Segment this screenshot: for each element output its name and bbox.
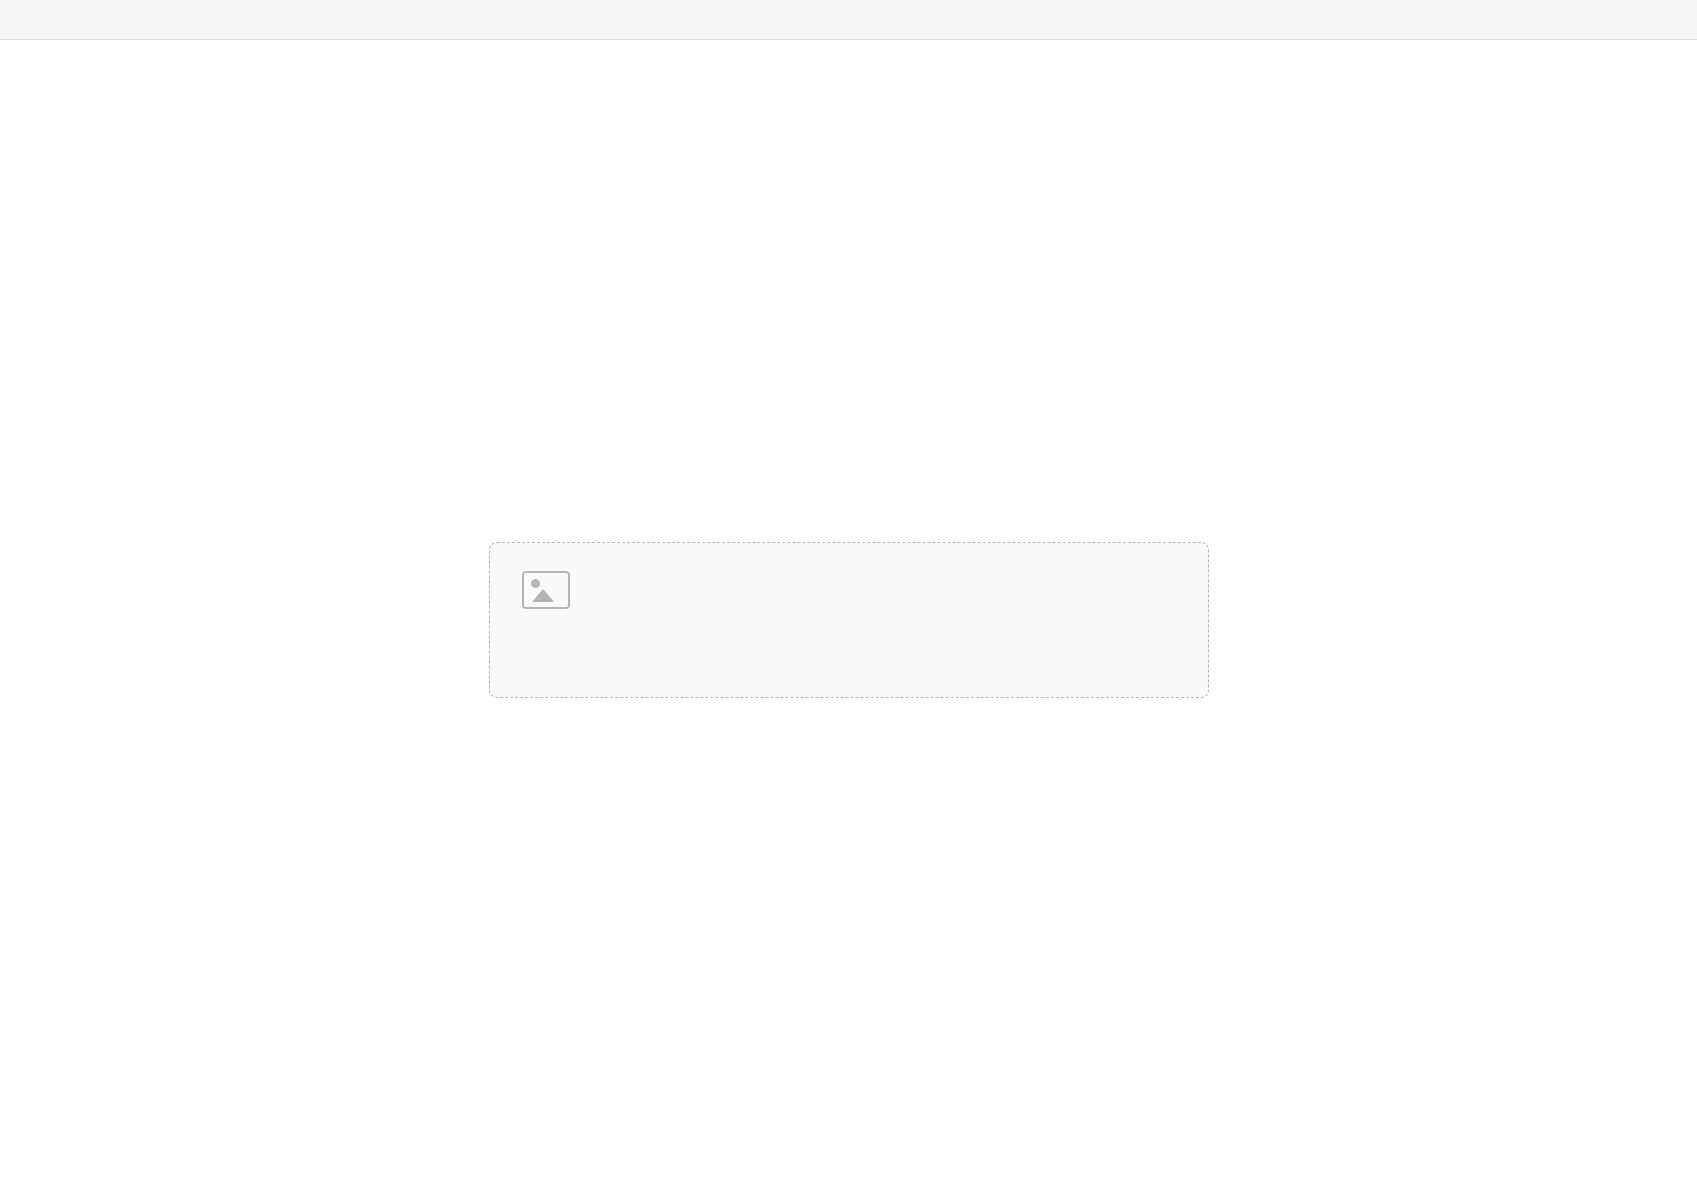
main-content (0, 40, 1697, 1200)
missing-screenshot-placeholder (489, 542, 1209, 698)
placeholder-body (522, 651, 1176, 669)
window-titlebar (0, 0, 1697, 40)
image-icon (522, 571, 570, 609)
placeholder-heading (522, 619, 1176, 641)
